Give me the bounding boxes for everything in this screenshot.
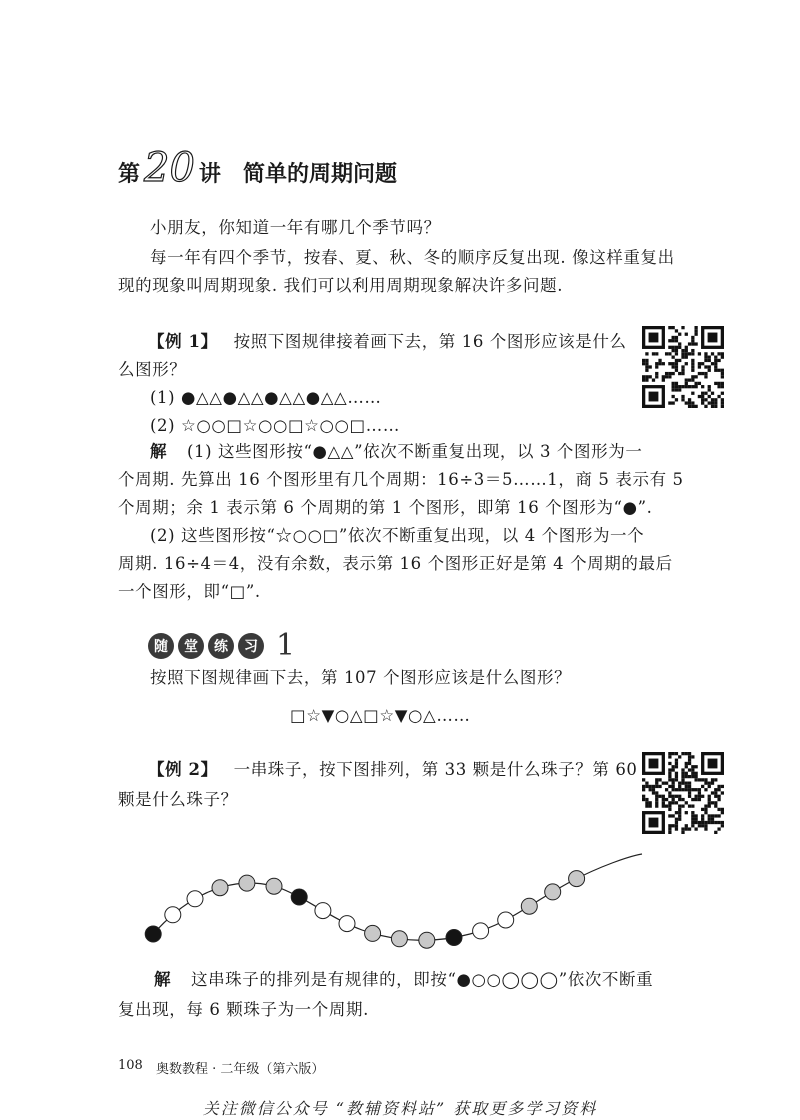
intro-line-2: 每一年有四个季节，按春、夏、秋、冬的顺序反复出现. 像这样重复出 bbox=[150, 248, 675, 267]
bead-gray bbox=[419, 932, 435, 948]
qr-code-example2 bbox=[642, 752, 724, 834]
bead-gray bbox=[521, 898, 537, 914]
example1-solution-line4: (2) 这些图形按“☆○○□”依次不断重复出现，以 4 个图形为一个 bbox=[150, 526, 645, 545]
example1-sequence-1: (1) ●△△●△△●△△●△△…… bbox=[150, 388, 382, 407]
practice-badge-1: 随 bbox=[148, 633, 174, 659]
bead-black bbox=[446, 930, 462, 946]
practice-badge-4: 习 bbox=[238, 633, 264, 659]
bead-gray bbox=[545, 884, 561, 900]
example2-solution-label: 解 bbox=[154, 970, 172, 989]
example1-question-line1 bbox=[148, 326, 627, 358]
bead-gray bbox=[239, 875, 255, 891]
practice1-title bbox=[148, 628, 295, 663]
practice1-sequence: □☆▼○△□☆▼○△…… bbox=[290, 706, 471, 725]
practice1-number: 1 bbox=[276, 628, 296, 663]
lecture-number: 20 bbox=[144, 145, 195, 191]
practice1-question: 按照下图规律画下去，第 107 个图形应该是什么图形？ bbox=[150, 668, 572, 687]
lecture-suffix: 讲 bbox=[198, 161, 221, 187]
page-number: 108 bbox=[118, 1058, 143, 1073]
example1-question: 按照下图规律接着画下去，第 16 个图形应该是什么 bbox=[233, 332, 627, 351]
bead-gray bbox=[569, 871, 585, 887]
example2-question-line1 bbox=[148, 754, 638, 786]
example2-question: 一串珠子，按下图排列，第 33 颗是什么珠子？第 60 bbox=[233, 760, 638, 779]
bead-black bbox=[145, 926, 161, 942]
bead-white bbox=[339, 916, 355, 932]
bead-string-line bbox=[148, 854, 642, 940]
example1-sequence-2: (2) ☆○○□☆○○□☆○○□…… bbox=[150, 416, 400, 435]
intro-line-1: 小朋友，你知道一年有哪几个季节吗？ bbox=[150, 218, 441, 237]
example1-solution-label: 解 bbox=[150, 442, 168, 461]
qr-code-example1 bbox=[642, 326, 724, 408]
lecture-heading: 简单的周期问题 bbox=[242, 161, 397, 187]
example2-solution-line2: 复出现，每 6 颗珠子为一个周期. bbox=[118, 1000, 369, 1019]
lecture-title bbox=[118, 145, 397, 192]
bead-white bbox=[165, 907, 181, 923]
example1-solution-line6: 一个图形，即“□”. bbox=[118, 582, 261, 601]
wechat-note: 关注微信公众号 “教辅资料站” 获取更多学习资料 bbox=[202, 1099, 598, 1118]
practice-badge-3: 练 bbox=[208, 633, 234, 659]
example1-solution-text: (1) 这些图形按“●△△”依次不断重复出现，以 3 个图形为一 bbox=[186, 442, 643, 461]
bead-gray bbox=[365, 925, 381, 941]
example1-solution-line2: 个周期. 先算出 16 个图形里有几个周期：16÷3＝5……1，商 5 表示有 5 bbox=[118, 470, 684, 489]
bead-white bbox=[498, 912, 514, 928]
example2-label: 【例 2】 bbox=[148, 760, 218, 779]
book-title: 奥数教程 · 二年级（第六版） bbox=[156, 1062, 325, 1077]
example1-label: 【例 1】 bbox=[148, 332, 218, 351]
example1-question-line2: 么图形？ bbox=[118, 360, 187, 379]
bead-black bbox=[291, 889, 307, 905]
lecture-prefix: 第 bbox=[118, 161, 141, 187]
bead-white bbox=[315, 903, 331, 919]
example2-solution-line1 bbox=[154, 964, 653, 996]
bead-group bbox=[145, 871, 584, 949]
bead-gray bbox=[266, 878, 282, 894]
bead-string-figure bbox=[140, 848, 650, 954]
bead-gray bbox=[391, 931, 407, 947]
example2-solution-text: 这串珠子的排列是有规律的，即按“●○○◯◯◯”依次不断重 bbox=[190, 970, 654, 989]
example1-solution-line5: 周期. 16÷4＝4，没有余数，表示第 16 个图形正好是第 4 个周期的最后 bbox=[118, 554, 673, 573]
bead-white bbox=[187, 891, 203, 907]
practice-badge-2: 堂 bbox=[178, 633, 204, 659]
bead-gray bbox=[212, 880, 228, 896]
example1-solution-line3: 个周期；余 1 表示第 6 个周期的第 1 个图形，即第 16 个图形为“●”. bbox=[118, 498, 653, 517]
example2-question-line2: 颗是什么珠子？ bbox=[118, 790, 238, 809]
intro-line-3: 现的现象叫周期现象. 我们可以利用周期现象解决许多问题. bbox=[118, 276, 564, 295]
bead-white bbox=[473, 923, 489, 939]
